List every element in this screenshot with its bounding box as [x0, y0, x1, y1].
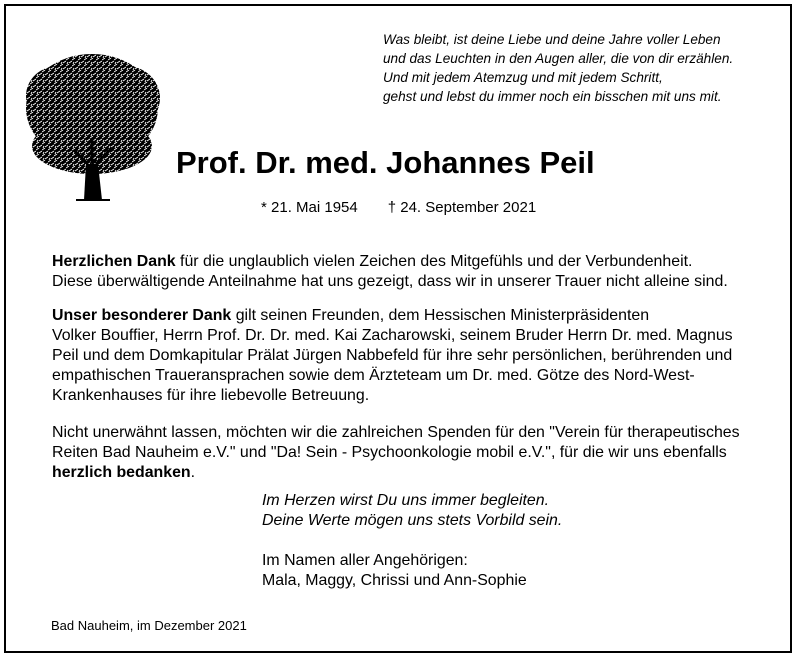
- place-date: Bad Nauheim, im Dezember 2021: [51, 618, 247, 633]
- bold-phrase: Unser besonderer Dank: [52, 307, 232, 324]
- birth-date: * 21. Mai 1954: [261, 199, 358, 216]
- signature-line: Mala, Maggy, Chrissi und Ann-Sophie: [262, 572, 527, 589]
- text-line: Krankenhauses für ihre liebevolle Betreuung.: [52, 387, 370, 404]
- poem-line: und das Leuchten in den Augen aller, die von dir erzählen.: [383, 51, 734, 66]
- poem-line: Und mit jedem Atemzug und mit jedem Schritt,: [383, 70, 663, 85]
- signature-block: [262, 551, 527, 591]
- death-date: † 24. September 2021: [387, 199, 537, 216]
- text-line: empathischen Traueransprachen sowie dem Ärzteteam um Dr. med. Götze des Nord-West-: [52, 367, 695, 384]
- signature-line: Im Namen aller Angehörigen:: [262, 552, 468, 569]
- poem: [383, 30, 733, 106]
- text-line: Reiten Bad Nauheim e.V." und "Da! Sein - Psychoonkologie mobil e.V.", für die wir uns ebenfalls: [52, 444, 727, 461]
- bold-phrase: Herzlichen Dank: [52, 253, 176, 270]
- motto-line: Im Herzen wirst Du uns immer begleiten.: [262, 492, 550, 509]
- text-line: Peil und dem Domkapitular Prälat Jürgen Nabbefeld für ihre sehr persönlichen, berührenden und: [52, 347, 733, 364]
- poem-line: Was bleibt, ist deine Liebe und deine Jahre voller Leben: [383, 32, 721, 47]
- text-line: Diese überwältigende Anteilnahme hat uns gezeigt, dass wir in unserer Trauer nicht alleine sind.: [52, 273, 728, 290]
- bold-phrase: herzlich bedanken: [52, 464, 191, 481]
- thanks-paragraph-1: [52, 252, 728, 292]
- text-line: gilt seinen Freunden, dem Hessischen Ministerpräsidenten: [231, 307, 650, 324]
- life-dates: [261, 199, 536, 216]
- deceased-name: Prof. Dr. med. Johannes Peil: [176, 145, 595, 180]
- closing-motto: [262, 491, 562, 531]
- text-line: Nicht unerwähnt lassen, möchten wir die zahlreichen Spenden für den "Verein für therapeutisches: [52, 424, 740, 441]
- text-line: Volker Bouffier, Herrn Prof. Dr. Dr. med. Kai Zacharowski, seinem Bruder Herrn Dr. med. Magnus: [52, 327, 733, 344]
- thanks-paragraph-3: [52, 423, 740, 483]
- poem-line: gehst und lebst du immer noch ein bisschen mit uns mit.: [383, 89, 722, 104]
- text-line: .: [190, 464, 196, 481]
- text-line: für die unglaublich vielen Zeichen des Mitgefühls und der Verbundenheit.: [175, 253, 693, 270]
- motto-line: Deine Werte mögen uns stets Vorbild sein.: [262, 512, 563, 529]
- thanks-paragraph-2: [52, 306, 733, 406]
- tree-icon: [18, 52, 166, 204]
